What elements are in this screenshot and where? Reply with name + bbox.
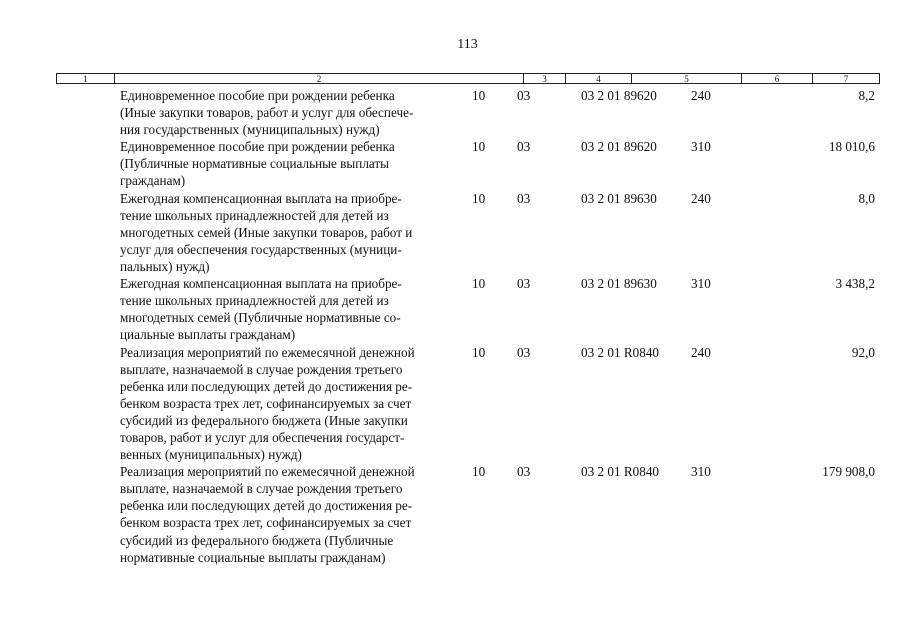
row-expense-type: 240 bbox=[691, 88, 711, 103]
row-description bbox=[120, 87, 465, 138]
row-description bbox=[120, 275, 465, 343]
header-col-6: 6 bbox=[742, 74, 813, 83]
header-col-3: 3 bbox=[524, 74, 566, 83]
row-podrazdel: 03 bbox=[517, 190, 531, 206]
row-podrazdel: 03 bbox=[517, 88, 531, 103]
row-razdel: 10 bbox=[472, 464, 486, 480]
description-line: (Иные закупки товаров, работ и услуг для обеспече- bbox=[120, 105, 414, 121]
row-sum: 8,0 bbox=[858, 190, 875, 206]
description-line: субсидий из федерального бюджета (Публичные bbox=[120, 532, 394, 548]
row-sum: 179 908,0 bbox=[822, 464, 875, 480]
row-description bbox=[120, 138, 465, 189]
row-description bbox=[120, 190, 465, 275]
description-line: тение школьных принадлежностей для детей из bbox=[120, 293, 389, 309]
header-col-5: 5 bbox=[632, 74, 742, 83]
row-podrazdel: 03 bbox=[517, 464, 531, 480]
description-line: ребенка или последующих детей до достижения ре- bbox=[120, 498, 413, 514]
row-target-article: 03 2 01 R0840 bbox=[581, 344, 660, 360]
description-line: многодетных семей (Публичные нормативные со- bbox=[120, 310, 401, 326]
row-sum: 3 438,2 bbox=[835, 276, 875, 292]
description-line: Реализация мероприятий по ежемесячной денежной bbox=[120, 464, 415, 480]
description-line: нормативные социальные выплаты гражданам) bbox=[120, 549, 386, 565]
description-line: товаров, работ и услуг для обеспечения государст- bbox=[120, 429, 405, 445]
row-expense-type: 310 bbox=[691, 276, 711, 292]
header-col-4: 4 bbox=[566, 74, 632, 83]
description-line: венных (муниципальных) нужд) bbox=[120, 447, 302, 463]
table-header-row bbox=[56, 73, 880, 84]
description-line: пальных) нужд) bbox=[120, 258, 210, 274]
description-line: Реализация мероприятий по ежемесячной денежной bbox=[120, 344, 415, 360]
row-podrazdel: 03 bbox=[517, 344, 531, 360]
header-col-2: 2 bbox=[115, 74, 524, 83]
row-sum: 18 010,6 bbox=[828, 139, 875, 155]
row-expense-type: 310 bbox=[691, 139, 711, 155]
row-razdel: 10 bbox=[472, 139, 486, 155]
description-line: (Публичные нормативные социальные выплаты bbox=[120, 156, 390, 172]
description-line: тение школьных принадлежностей для детей из bbox=[120, 207, 389, 223]
row-description bbox=[120, 463, 465, 566]
description-line: бенком возраста трех лет, софинансируемых за счет bbox=[120, 395, 412, 411]
row-description bbox=[120, 344, 465, 464]
description-line: выплате, назначаемой в случае рождения третьего bbox=[120, 481, 403, 497]
row-razdel: 10 bbox=[472, 88, 486, 103]
row-podrazdel: 03 bbox=[517, 276, 531, 292]
row-target-article: 03 2 01 89620 bbox=[581, 139, 657, 155]
row-expense-type: 240 bbox=[691, 190, 711, 206]
row-razdel: 10 bbox=[472, 344, 486, 360]
description-line: многодетных семей (Иные закупки товаров, работ и bbox=[120, 224, 413, 240]
row-expense-type: 310 bbox=[691, 464, 711, 480]
description-line: субсидий из федерального бюджета (Иные закупки bbox=[120, 412, 408, 428]
description-line: Единовременное пособие при рождении ребенка bbox=[120, 139, 395, 155]
description-line: Ежегодная компенсационная выплата на приобре- bbox=[120, 190, 402, 206]
description-line: выплате, назначаемой в случае рождения третьего bbox=[120, 361, 403, 377]
row-razdel: 10 bbox=[472, 276, 486, 292]
description-line: Единовременное пособие при рождении ребенка bbox=[120, 88, 395, 103]
row-sum: 8,2 bbox=[858, 88, 875, 103]
description-line: гражданам) bbox=[120, 173, 186, 189]
row-sum: 92,0 bbox=[851, 344, 875, 360]
header-col-7: 7 bbox=[843, 74, 849, 84]
description-line: циальные выплаты гражданам) bbox=[120, 327, 296, 343]
row-target-article: 03 2 01 89620 bbox=[581, 88, 657, 103]
description-line: Ежегодная компенсационная выплата на приобре- bbox=[120, 276, 402, 292]
row-razdel: 10 bbox=[472, 190, 486, 206]
header-col-1: 1 bbox=[57, 74, 115, 83]
page-number: 113 bbox=[457, 37, 478, 52]
description-line: ребенка или последующих детей до достижения ре- bbox=[120, 378, 413, 394]
row-target-article: 03 2 01 89630 bbox=[581, 190, 657, 206]
description-line: бенком возраста трех лет, софинансируемых за счет bbox=[120, 515, 412, 531]
row-expense-type: 240 bbox=[691, 344, 711, 360]
description-line: ния государственных (муниципальных) нужд) bbox=[120, 122, 380, 138]
row-podrazdel: 03 bbox=[517, 139, 531, 155]
row-target-article: 03 2 01 R0840 bbox=[581, 464, 660, 480]
description-line: услуг для обеспечения государственных (муници- bbox=[120, 241, 402, 257]
row-target-article: 03 2 01 89630 bbox=[581, 276, 657, 292]
